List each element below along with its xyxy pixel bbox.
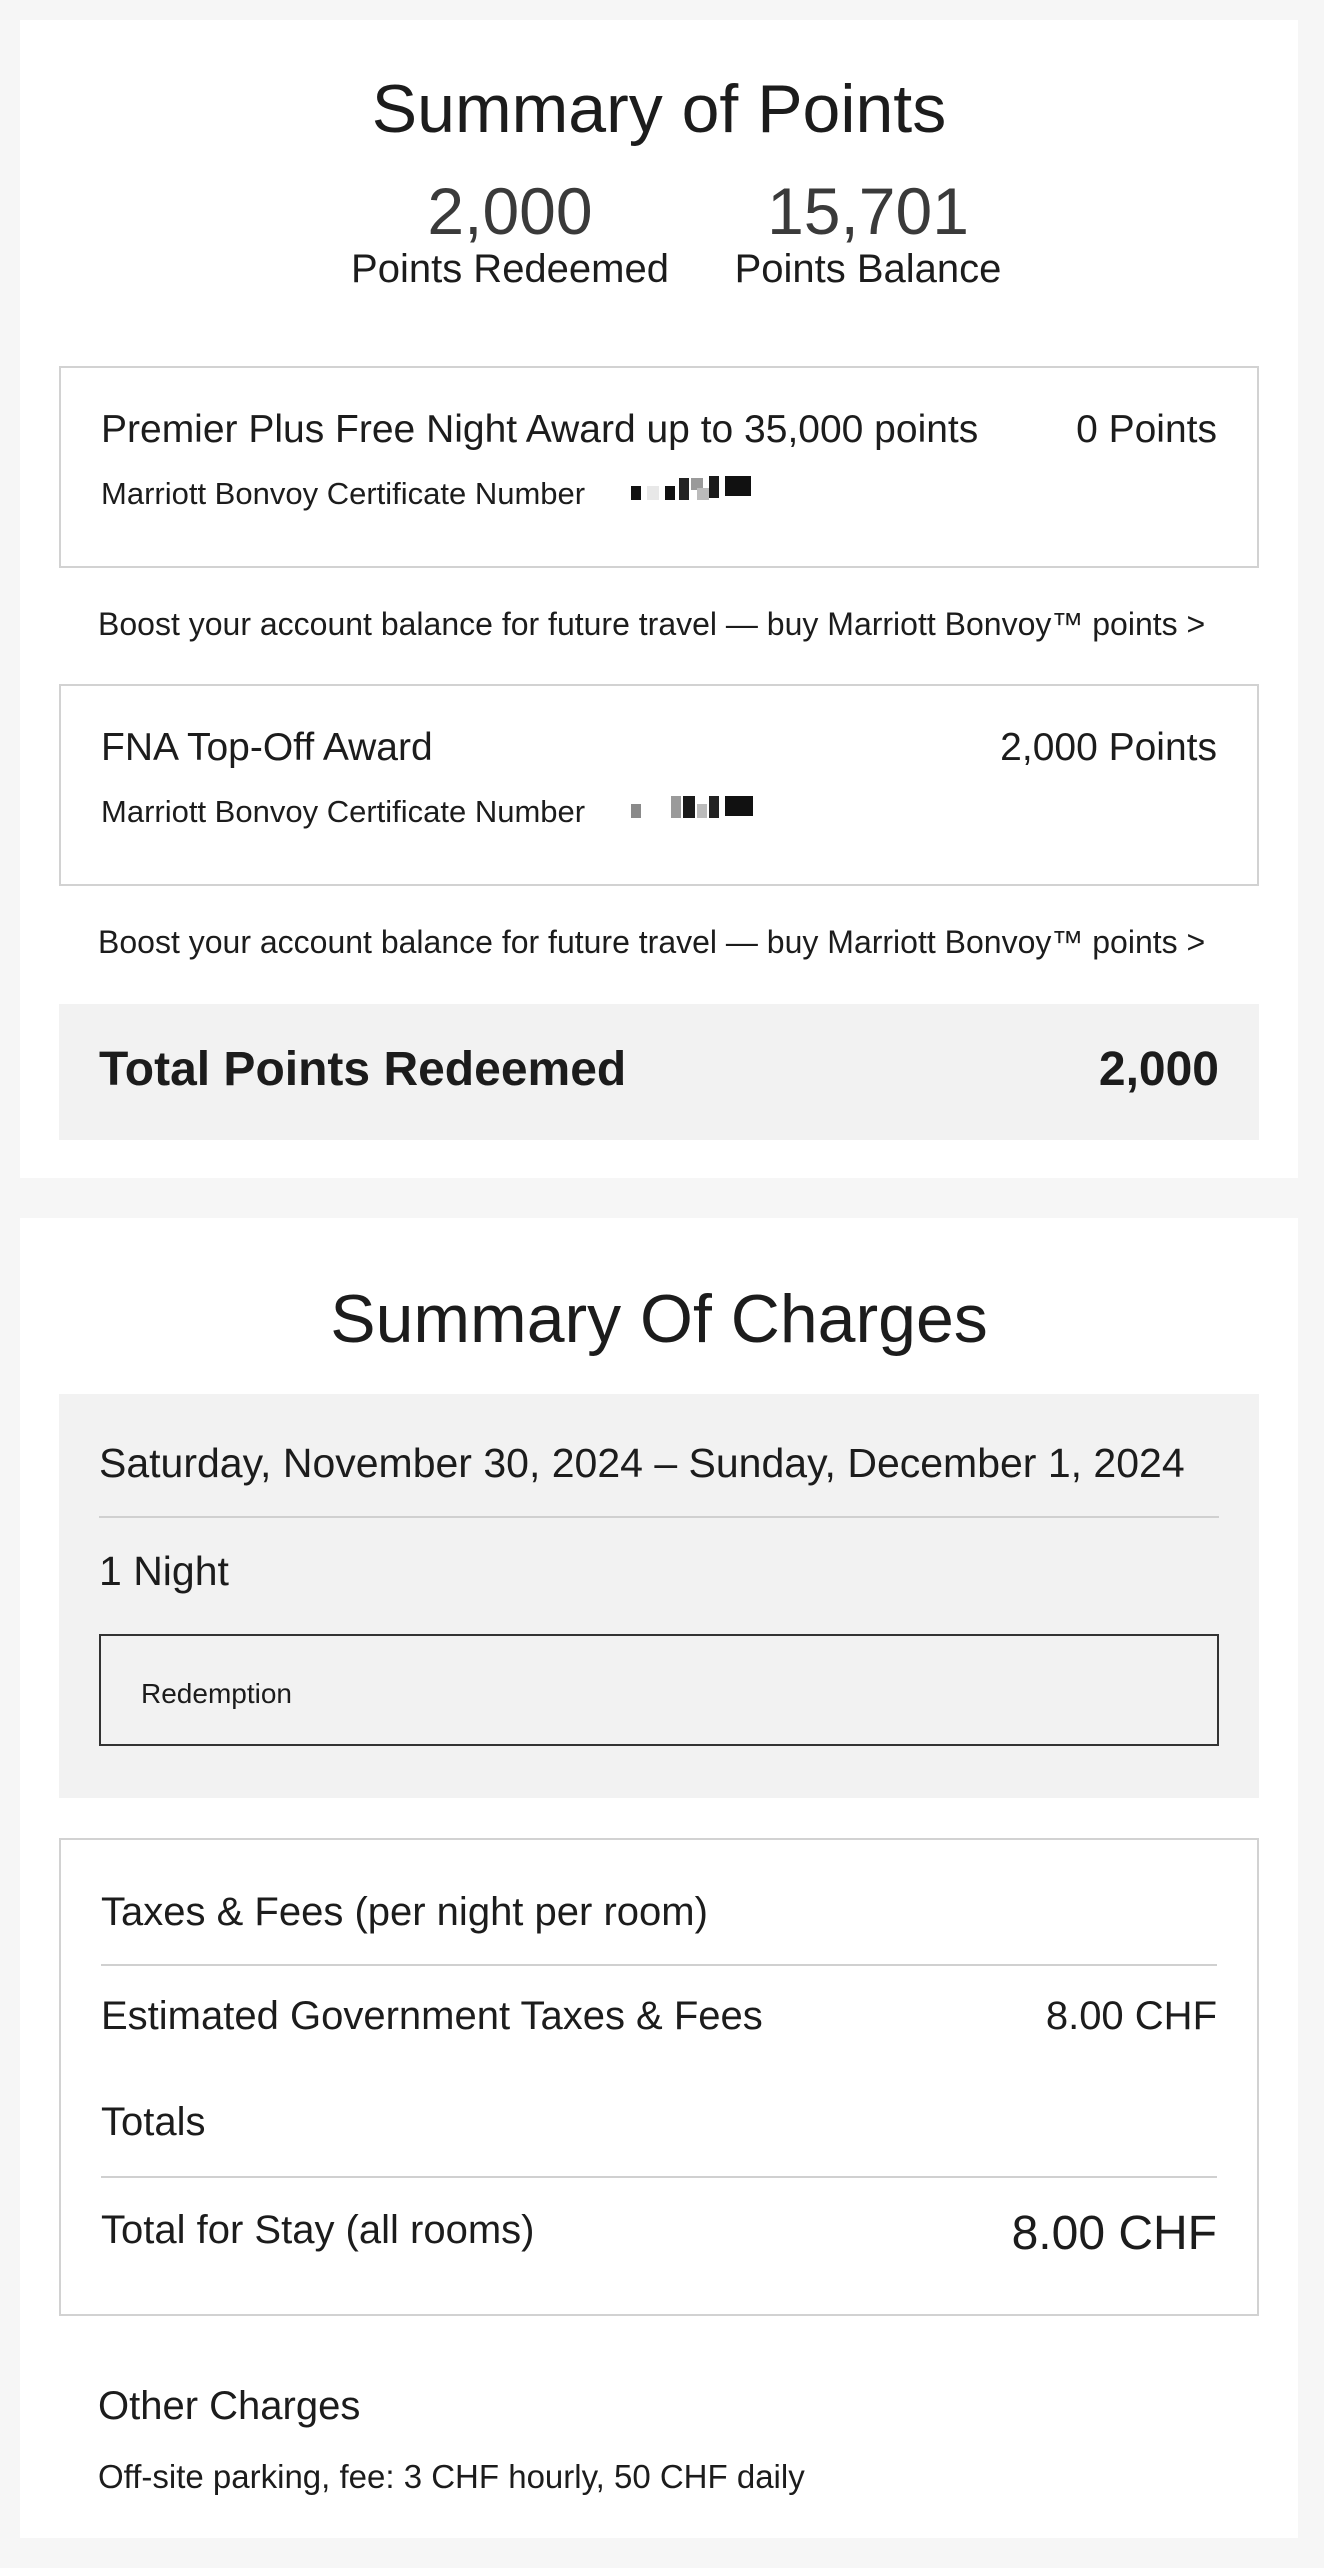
points-summary-title: Summary of Points bbox=[371, 71, 947, 147]
total-points-value: 2,000 bbox=[1098, 1043, 1219, 1096]
gov-taxes-value: 8.00 CHF bbox=[1045, 1994, 1217, 2038]
certificate-label: Marriott Bonvoy Certificate Number bbox=[101, 794, 586, 829]
points-balance-label: Points Balance bbox=[734, 247, 1002, 291]
charges-summary-title: Summary Of Charges bbox=[330, 1281, 988, 1357]
points-summary-panel bbox=[20, 20, 1298, 1178]
gov-taxes-label: Estimated Government Taxes & Fees bbox=[101, 1994, 763, 2038]
award-card bbox=[59, 684, 1259, 886]
rate-type-box bbox=[99, 1634, 1219, 1746]
divider bbox=[101, 2176, 1217, 2178]
stay-total-value: 8.00 CHF bbox=[1011, 2207, 1217, 2260]
charges-summary-panel bbox=[20, 1218, 1298, 2538]
stay-total-label: Total for Stay (all rooms) bbox=[101, 2208, 535, 2252]
award-points: 2,000 Points bbox=[1000, 726, 1217, 769]
other-charges-text: Off-site parking, fee: 3 CHF hourly, 50 CHF daily bbox=[98, 2458, 805, 2495]
certificate-number-redacted bbox=[625, 794, 745, 824]
points-redeemed-label: Points Redeemed bbox=[351, 247, 669, 291]
award-card bbox=[59, 366, 1259, 568]
award-name: Premier Plus Free Night Award up to 35,000 points bbox=[101, 408, 979, 451]
divider bbox=[99, 1516, 1219, 1518]
total-points-redeemed-bar bbox=[59, 1004, 1259, 1140]
points-balance-stat bbox=[708, 176, 1028, 292]
certificate-number-redacted bbox=[625, 476, 745, 506]
stay-details bbox=[59, 1394, 1259, 1798]
award-name: FNA Top-Off Award bbox=[101, 726, 433, 769]
divider bbox=[101, 1964, 1217, 1966]
total-points-label: Total Points Redeemed bbox=[99, 1043, 627, 1096]
certificate-label: Marriott Bonvoy Certificate Number bbox=[101, 476, 586, 511]
other-charges-title: Other Charges bbox=[98, 2384, 361, 2428]
buy-points-link[interactable]: Boost your account balance for future travel — buy Marriott Bonvoy™ points > bbox=[98, 924, 1206, 960]
award-points: 0 Points bbox=[1076, 408, 1217, 451]
buy-points-link[interactable]: Boost your account balance for future travel — buy Marriott Bonvoy™ points > bbox=[98, 606, 1206, 642]
stay-dates: Saturday, November 30, 2024 – Sunday, December 1, 2024 bbox=[99, 1440, 1185, 1486]
points-redeemed-stat bbox=[330, 176, 690, 292]
rate-type-label: Redemption bbox=[141, 1678, 292, 1709]
points-redeemed-value: 2,000 bbox=[427, 174, 593, 248]
points-balance-value: 15,701 bbox=[767, 174, 969, 248]
taxes-fees-box bbox=[59, 1838, 1259, 2316]
taxes-heading: Taxes & Fees (per night per room) bbox=[101, 1890, 708, 1934]
stay-nights: 1 Night bbox=[99, 1548, 229, 1594]
totals-heading: Totals bbox=[101, 2100, 206, 2144]
